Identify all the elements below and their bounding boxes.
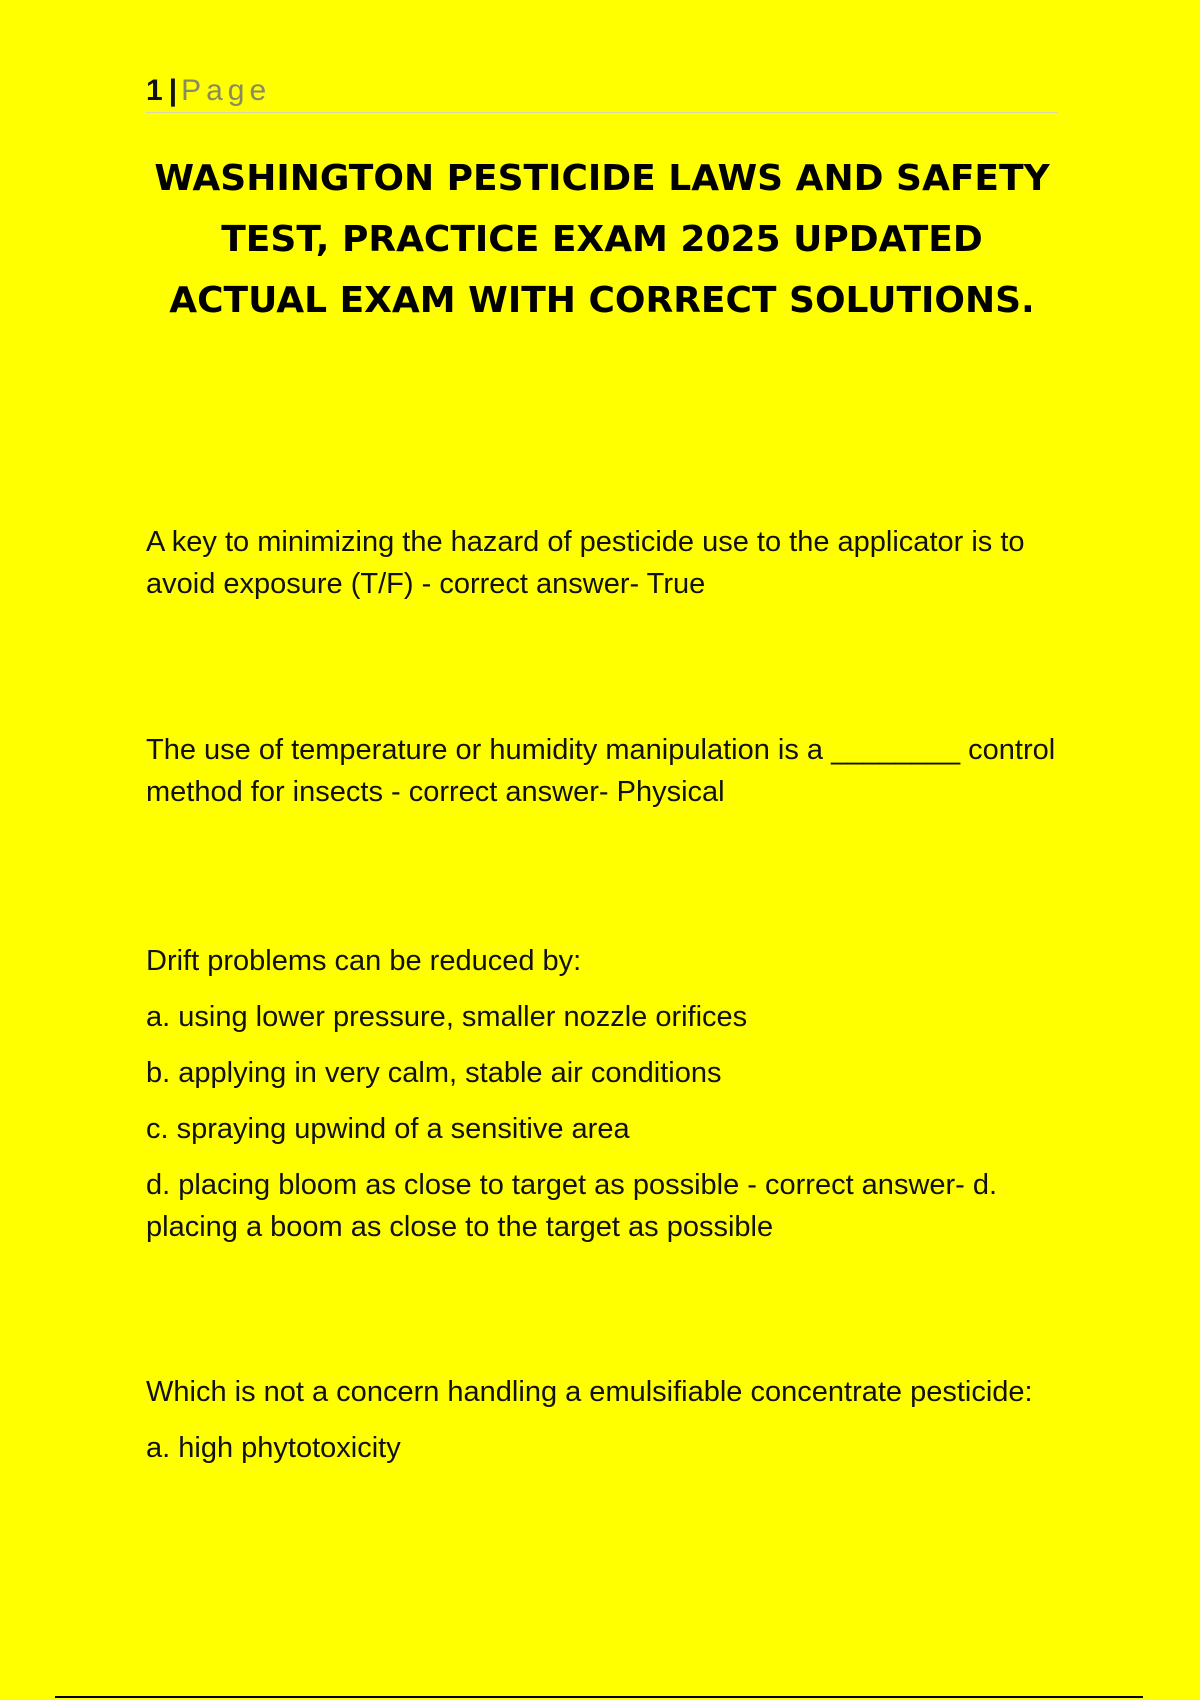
question-text: Drift problems can be reduced by:: [146, 945, 582, 977]
document-title: WASHINGTON PESTICIDE LAWS AND SAFETY TEST, PRACTICE EXAM 2025 UPDATED ACTUAL EXAM WITH CORRECT SOLUTIONS.: [154, 158, 1050, 321]
answer-option: b. applying in very calm, stable air conditions: [146, 1057, 722, 1089]
question-4: [146, 1371, 1076, 1469]
question-3: [146, 940, 1076, 1248]
answer-option: a. high phytotoxicity: [146, 1432, 401, 1464]
question-text: Which is not a concern handling a emulsifiable concentrate pesticide:: [146, 1376, 1033, 1408]
page-header: [146, 72, 1058, 113]
page-separator: |: [168, 74, 178, 107]
bottom-divider: [55, 1696, 1143, 1698]
question-text: A key to minimizing the hazard of pesticide use to the applicator is to avoid exposure (T/F) - correct answer- True: [146, 526, 1025, 600]
answer-option: a. using lower pressure, smaller nozzle orifices: [146, 1001, 748, 1033]
question-1: [146, 521, 1076, 605]
answer-option: c. spraying upwind of a sensitive area: [146, 1113, 630, 1145]
page-number: 1: [146, 74, 163, 107]
page-label: Page: [181, 74, 272, 107]
question-2: [146, 729, 1076, 813]
question-text: The use of temperature or humidity manipulation is a ________ control method for insects - correct answer- Physical: [146, 734, 1056, 808]
answer-option: d. placing bloom as close to target as possible - correct answer- d. placing a boom as close to the target as possible: [146, 1169, 998, 1243]
